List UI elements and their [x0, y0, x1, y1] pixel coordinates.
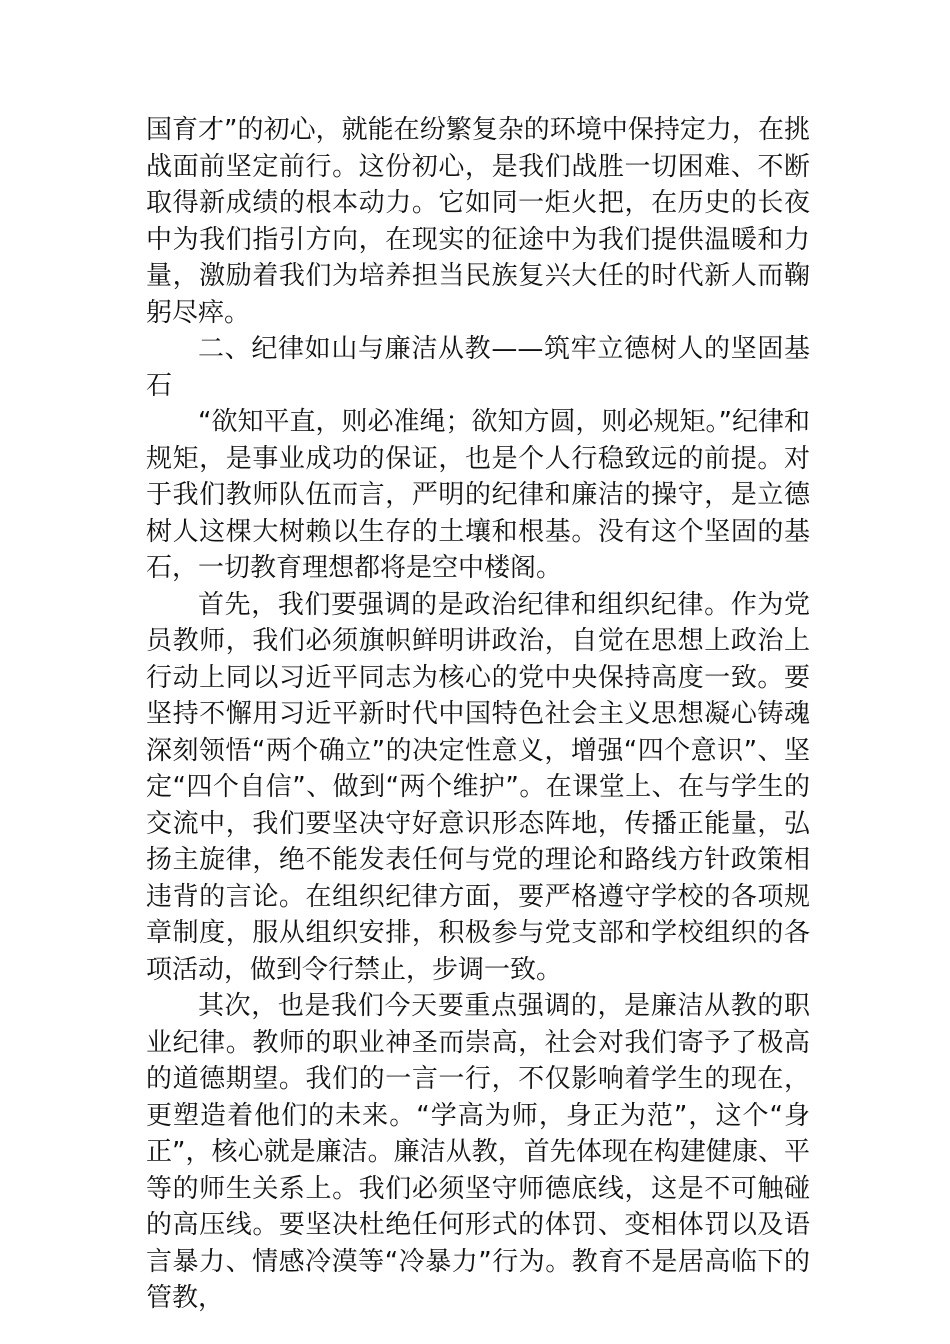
paragraph-continuation: 国育才”的初心，就能在纷繁复杂的环境中保持定力，在挑战面前坚定前行。这份初心，是我们战胜一切困难、不断取得新成绩的根本动力。它如同一炬火把，在历史的长夜中为我们指引方向，在现实的征途中为我们提供温暖和力量，激励着我们为培养担当民族复兴大任的时代新人而鞠躬尽瘁。: [146, 115, 810, 328]
section-heading: 二、纪律如山与廉洁从教——筑牢立德树人的坚固基石: [146, 334, 810, 401]
paragraph-integrity-discipline: 其次，也是我们今天要重点强调的，是廉洁从教的职业纪律。教师的职业神圣而崇高，社会对我们寄予了极高的道德期望。我们的一言一行，不仅影响着学生的现在，更塑造着他们的未来。“学高为师，身正为范”，这个“身正”，核心就是廉洁。廉洁从教，首先体现在构建健康、平等的师生关系上。我们必须坚守师德底线，这是不可触碰的高压线。要坚决杜绝任何形式的体罚、变相体罚以及语言暴力、情感冷漠等“冷暴力”行为。教育不是居高临下的管教，: [146, 991, 810, 1313]
paragraph-quote: “欲知平直，则必准绳；欲知方圆，则必规矩。”纪律和规矩，是事业成功的保证，也是个人行稳致远的前提。对于我们教师队伍而言，严明的纪律和廉洁的操守，是立德树人这棵大树赖以生存的土壤和根基。没有这个坚固的基石，一切教育理想都将是空中楼阁。: [146, 407, 810, 583]
paragraph-political-discipline: 首先，我们要强调的是政治纪律和组织纪律。作为党员教师，我们必须旗帜鲜明讲政治，自觉在思想上政治上行动上同以习近平同志为核心的党中央保持高度一致。要坚持不懈用习近平新时代中国特色社会主义思想凝心铸魂深刻领悟“两个确立”的决定性意义，增强“四个意识”、坚定“四个自信”、做到“两个维护”。在课堂上、在与学生的交流中，我们要坚决守好意识形态阵地，传播正能量，弘扬主旋律，绝不能发表任何与党的理论和路线方针政策相违背的言论。在组织纪律方面，要严格遵守学校的各项规章制度，服从组织安排，积极参与党支部和学校组织的各项活动，做到令行禁止，步调一致。: [146, 589, 810, 985]
document-body: [146, 112, 810, 1317]
